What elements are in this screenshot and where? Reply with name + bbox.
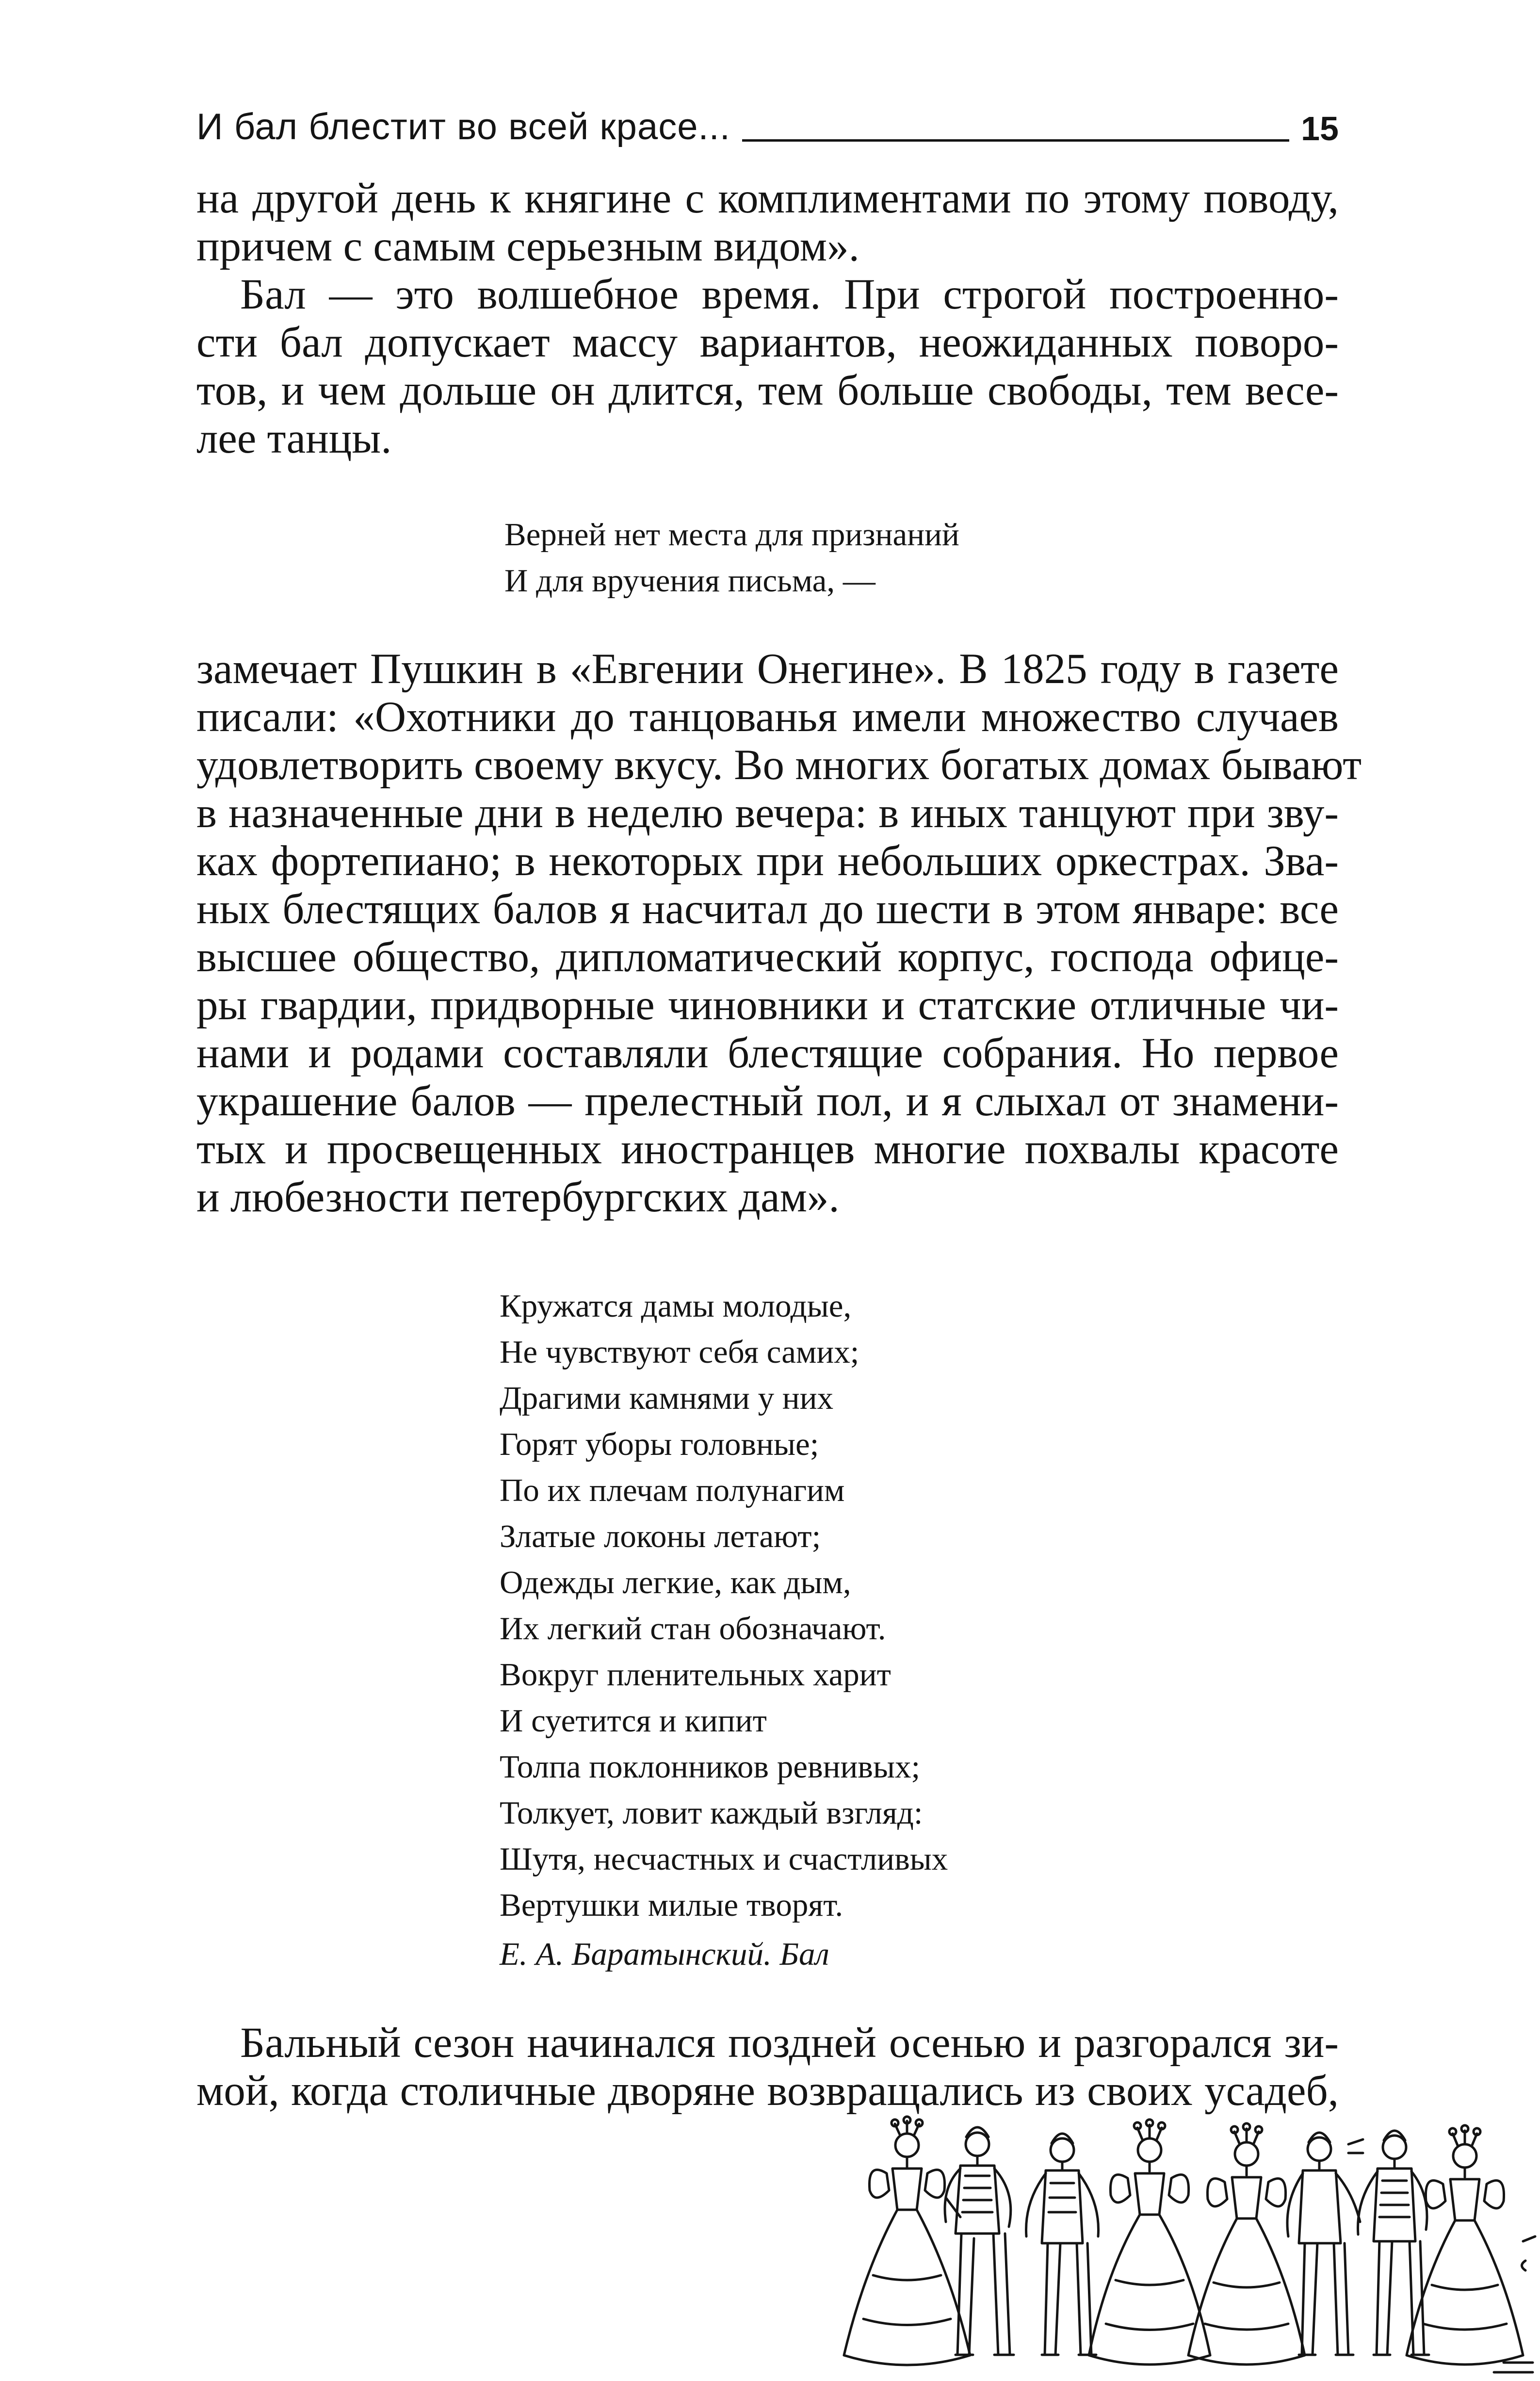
verse-line: Их легкий стан обозначают. bbox=[500, 1611, 886, 1647]
text-line: Бальный сезон начинался поздней осенью и разгорался зи- bbox=[240, 2019, 1339, 2067]
text-line: мой, когда столичные дворяне возвращались из своих усадеб, bbox=[196, 2067, 1339, 2115]
text-line: замечает Пушкин в «Евгении Онегине». В 1825 году в газете bbox=[196, 645, 1339, 693]
text-line: и любезности петербургских дам». bbox=[196, 1174, 840, 1221]
verse-line: Толкует, ловит каждый взгляд: bbox=[500, 1795, 923, 1831]
text-line: на другой день к княгине с комплиментами по этому поводу, bbox=[196, 175, 1339, 222]
text-line: тов, и чем дольше он длится, тем больше свободы, тем весе- bbox=[196, 367, 1339, 414]
lady-figure-3 bbox=[1188, 2123, 1305, 2365]
paragraph-continuation bbox=[196, 175, 1339, 271]
dancers-illustration bbox=[834, 2115, 1540, 2381]
paragraph-newspaper-quote bbox=[196, 645, 1362, 1222]
lady-figure-1 bbox=[844, 2117, 970, 2365]
text-line: удовлетворить своему вкусу. Во многих богатых домах бывают bbox=[196, 741, 1362, 789]
verse-line: Златые локоны летают; bbox=[500, 1518, 821, 1554]
lady-figure-2 bbox=[1089, 2120, 1210, 2365]
gentleman-figure-2 bbox=[1026, 2134, 1099, 2355]
text-line: сти бал допускает массу вариантов, неожиданных поворо- bbox=[196, 319, 1339, 366]
verse-line: По их плечам полунагим bbox=[500, 1472, 845, 1508]
verse-line: Горят уборы головные; bbox=[500, 1426, 819, 1462]
verse-line: Верней нет места для признаний bbox=[504, 517, 959, 553]
text-line: в назначенные дни в неделю вечера: в иных танцуют при зву- bbox=[196, 789, 1339, 837]
verse-line: Кружатся дамы молодые, bbox=[500, 1288, 852, 1324]
gentleman-figure-4 bbox=[1358, 2131, 1429, 2355]
verse-baratynsky bbox=[500, 1283, 948, 1928]
verse-line: Толпа поклонников ревнивых; bbox=[500, 1749, 921, 1785]
page-number: 15 bbox=[1301, 110, 1339, 147]
verse-line: Одежды легкие, как дым, bbox=[500, 1565, 851, 1600]
verse-line: Вертушки милые творят. bbox=[500, 1887, 843, 1923]
text-line: высшее общество, дипломатический корпус, господа офице- bbox=[196, 933, 1339, 981]
gentleman-figure-3 bbox=[1287, 2133, 1363, 2355]
text-line: ках фортепиано; в некоторых при небольших оркестрах. Зва- bbox=[196, 837, 1339, 885]
verse-line: И суетится и кипит bbox=[500, 1703, 767, 1739]
gentleman-figure-1 bbox=[945, 2127, 1014, 2355]
running-head bbox=[196, 92, 1339, 146]
text-line: ных блестящих балов я насчитал до шести в этом январе: все bbox=[196, 885, 1339, 933]
verse-line: Вокруг пленительных харит bbox=[500, 1657, 891, 1693]
text-line: ры гвардии, придворные чиновники и статские отличные чи- bbox=[196, 981, 1339, 1029]
header-rule bbox=[742, 139, 1289, 142]
paragraph-ball-magic bbox=[196, 271, 1339, 463]
text-line: украшение балов — прелестный пол, и я слыхал от знамени- bbox=[196, 1077, 1339, 1125]
text-line: писали: «Охотники до танцованья имели множество случаев bbox=[196, 693, 1339, 741]
verse-attribution: Е. А. Баратынский. Бал bbox=[500, 1936, 829, 1972]
verse-pushkin bbox=[504, 512, 959, 604]
verse-line: Не чувствуют себя самих; bbox=[500, 1334, 859, 1370]
text-line: причем с самым серьезным видом». bbox=[196, 223, 859, 270]
text-line: лее танцы. bbox=[196, 415, 392, 462]
paragraph-ball-season bbox=[196, 2019, 1339, 2115]
text-line: Бал — это волшебное время. При строгой построенно- bbox=[240, 271, 1339, 318]
verse-line: Шутя, несчастных и счастливых bbox=[500, 1841, 948, 1877]
verse-line: И для вручения письма, — bbox=[504, 563, 875, 599]
text-line: тых и просвещенных иностранцев многие похвалы красоте bbox=[196, 1125, 1339, 1173]
text-line: нами и родами составляли блестящие собрания. Но первое bbox=[196, 1029, 1339, 1077]
running-title: И бал блестит во всей красе... bbox=[196, 106, 730, 147]
verse-line: Драгими камнями у них bbox=[500, 1380, 834, 1416]
